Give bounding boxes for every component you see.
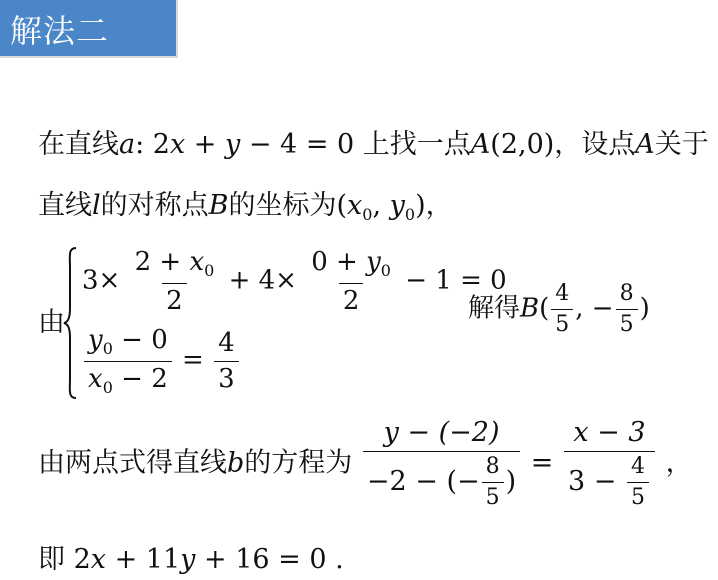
text: + 11 (106, 544, 181, 575)
equation-1 (82, 248, 507, 315)
fraction (482, 455, 504, 510)
section-title: 解法二 (10, 12, 110, 50)
point-B: B (208, 190, 229, 221)
text: 由两点式得直线 (38, 447, 227, 479)
denominator (84, 361, 172, 397)
denominator: 5 (551, 309, 573, 337)
text: 即 2 (38, 544, 91, 575)
point-A: A (470, 129, 491, 160)
subscript: 0 (380, 261, 391, 280)
section-header (0, 0, 178, 58)
subscript: 0 (362, 205, 373, 224)
two-point-form-line (38, 418, 693, 510)
subscript: 0 (102, 377, 113, 397)
var-x: x (90, 544, 106, 575)
denominator: 5 (627, 482, 649, 510)
denominator: 2 (162, 283, 187, 316)
fraction (551, 282, 573, 337)
var-l: l (92, 190, 101, 221)
var-x: x (169, 129, 186, 160)
denominator: 5 (482, 482, 504, 510)
denominator: 2 (339, 283, 364, 316)
denominator: 3 (214, 361, 239, 394)
var-y0: y (389, 190, 405, 221)
system-prefix: 由 (38, 307, 65, 338)
text: 直线 (38, 190, 92, 221)
text: , − (575, 293, 614, 324)
text: = (182, 345, 213, 376)
var-y: y (88, 325, 103, 355)
numerator (84, 326, 172, 361)
var-y: y (225, 129, 241, 160)
text: ) (505, 465, 517, 497)
text: − 1 = 0 (405, 265, 507, 296)
subscript: 0 (102, 339, 113, 358)
numerator (307, 248, 395, 283)
final-equation-line (38, 537, 344, 576)
left-brace (62, 246, 78, 400)
text: 的对称点 (100, 190, 209, 221)
text: )， (415, 190, 453, 221)
solution-result (468, 282, 650, 337)
text: − 4 = 0 上找一点 (240, 129, 471, 160)
denominator (564, 451, 655, 510)
text: + 16 = 0 . (195, 544, 344, 575)
fraction (627, 455, 649, 510)
numerator: 4 (555, 281, 570, 306)
numerator: 4 (218, 328, 235, 358)
text: 关于 (654, 129, 709, 160)
text: 2 + (134, 247, 190, 277)
equation-2 (82, 326, 241, 396)
text: 3× (82, 265, 121, 296)
numerator: 8 (619, 281, 634, 306)
text: : 2 (135, 129, 170, 160)
text: 的坐标为( (228, 190, 348, 221)
text: ) (639, 293, 650, 324)
fraction (307, 248, 395, 315)
statement-line-1 (38, 122, 709, 161)
text: = (530, 447, 562, 479)
text: ， (665, 447, 693, 479)
var-y: y (366, 247, 381, 277)
var-a: a (119, 129, 136, 160)
subscript: 0 (204, 261, 215, 280)
fraction (84, 326, 172, 396)
text: − 2 (112, 363, 168, 394)
text: 解得 (468, 293, 521, 324)
var-x: x (189, 247, 205, 277)
text: + (185, 129, 225, 160)
numerator: 8 (485, 453, 500, 479)
denominator: 5 (616, 309, 638, 337)
fraction (363, 418, 520, 510)
numerator: y − (−2) (383, 417, 500, 448)
fraction (564, 418, 655, 510)
text: , (372, 190, 390, 221)
subscript: 0 (404, 205, 416, 224)
text: 的方程为 (244, 447, 353, 479)
text: 0 + (311, 247, 367, 277)
var-x: x (88, 363, 103, 394)
text: + 4× (228, 265, 297, 296)
statement-line-2 (38, 183, 453, 224)
text: ( (539, 293, 550, 324)
numerator: x − 3 (573, 417, 646, 448)
numerator (131, 248, 219, 283)
var-b: b (227, 447, 245, 479)
text: −2 − (− (366, 465, 480, 497)
fraction (214, 329, 239, 393)
point-B: B (520, 293, 540, 324)
fraction (616, 282, 638, 337)
point-A: A (635, 129, 655, 160)
fraction (131, 248, 219, 315)
text: − 0 (112, 325, 168, 355)
numerator: 4 (630, 453, 645, 479)
var-y: y (180, 544, 196, 575)
var-x0: x (347, 190, 363, 221)
denominator (363, 451, 520, 510)
text: 在直线 (38, 129, 119, 160)
text: (2,0)，设点 (490, 129, 636, 160)
text: 3 − (568, 465, 625, 497)
